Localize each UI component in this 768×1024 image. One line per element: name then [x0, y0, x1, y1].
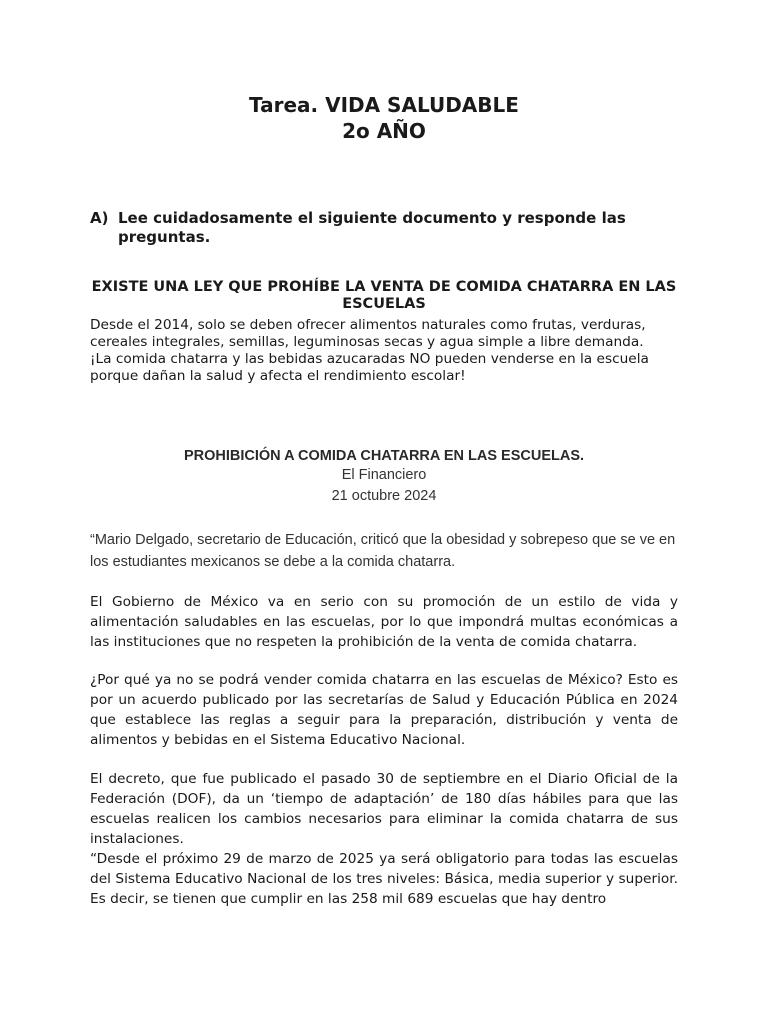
- document-title: [0, 92, 768, 144]
- instruction-label: A): [90, 209, 109, 227]
- section-body-ley: [90, 317, 670, 385]
- section-heading-ley: EXISTE UNA LEY QUE PROHÍBE LA VENTA DE COMIDA CHATARRA EN LAS ESCUELAS: [91, 279, 677, 312]
- article-date: 21 octubre 2024: [331, 488, 437, 504]
- article-paragraph: El decreto, que fue publicado el pasado 30 de septiembre en el Diario Oficial de la Federación (DOF), da un ‘tiempo de adaptación’ de 180 días hábiles para que las escuelas realicen los cambios necesarios para eliminar la comida chatarra de sus instalaciones.: [90, 771, 678, 847]
- article-quote-paragraph: “Mario Delgado, secretario de Educación, criticó que la obesidad y sobrepeso que se ve en los estudiantes mexicanos se debe a la comida chatarra.: [90, 532, 676, 570]
- article-paragraph: ¿Por qué ya no se podrá vender comida chatarra en las escuelas de México? Esto es por un acuerdo publicado por las secretarías de Salud y Educación Pública en 2024 que establece las reglas a seguir para la preparación, distribución y venta de alimentos y bebidas en el Sistema Educativo Nacional.: [90, 672, 678, 748]
- document-title-line2: 2o AÑO: [342, 119, 426, 143]
- article-paragraph: El Gobierno de México va en serio con su promoción de un estilo de vida y alimentación saludables en las escuelas, por lo que impondrá multas económicas a las instituciones que no respeten la prohibición de la venta de comida chatarra.: [90, 594, 678, 650]
- section-body-line: ¡La comida chatarra y las bebidas azucaradas NO pueden venderse en la escuela: [90, 351, 649, 367]
- section-body-line: porque dañan la salud y afecta el rendimiento escolar!: [90, 368, 466, 384]
- article-paragraph: “Desde el próximo 29 de marzo de 2025 ya será obligatorio para todas las escuelas del Sistema Educativo Nacional de los tres niveles: Básica, media superior y superior. Es decir, se tienen que cumplir en las 258 mil 689 escuelas que hay dentro: [90, 851, 678, 907]
- document-title-line1: Tarea. VIDA SALUDABLE: [249, 93, 519, 117]
- section-body-line: Desde el 2014, solo se deben ofrecer alimentos naturales como frutas, verduras,: [90, 317, 646, 333]
- article-heading: PROHIBICIÓN A COMIDA CHATARRA EN LAS ESCUELAS.: [183, 448, 585, 464]
- instruction-text: Lee cuidadosamente el siguiente documento y responde las preguntas.: [118, 209, 626, 246]
- article-source: El Financiero: [341, 467, 427, 483]
- section-body-line: cereales integrales, semillas, leguminosas secas y agua simple a libre demanda.: [90, 334, 644, 350]
- instruction: [90, 209, 650, 247]
